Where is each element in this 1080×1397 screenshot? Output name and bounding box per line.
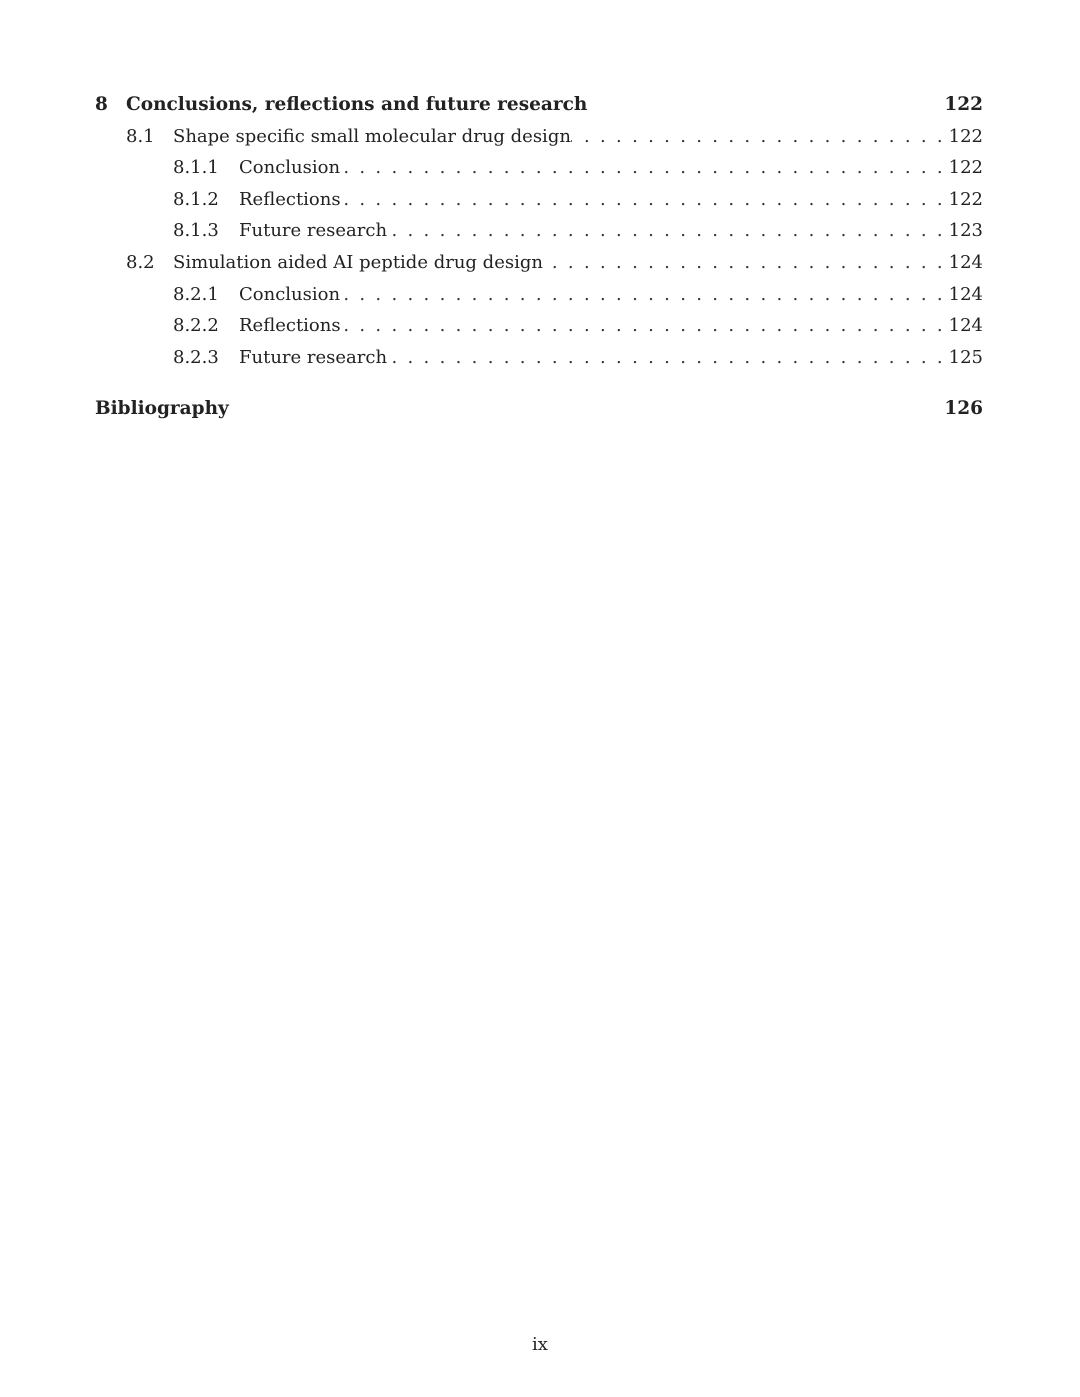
dot-leader: [340, 157, 949, 178]
toc-subsection-8-1-2[interactable]: [95, 189, 983, 221]
subsection-page-number: 123: [948, 220, 983, 242]
page-number-footer: ix: [532, 1334, 548, 1355]
section-gap: [95, 378, 983, 398]
toc-bibliography[interactable]: [95, 398, 983, 430]
table-of-contents: [95, 94, 983, 430]
bibliography-title: Bibliography: [95, 398, 229, 420]
section-title: Simulation aided AI peptide drug design: [173, 251, 543, 273]
subsection-title: Future research: [239, 220, 388, 242]
dot-leader: [543, 252, 949, 273]
dot-leader: [340, 284, 949, 305]
dot-leader: [341, 189, 949, 210]
chapter-number: 8: [95, 94, 108, 115]
chapter-page-number: 122: [944, 94, 983, 115]
chapter-title: Conclusions, reflections and future research: [126, 94, 588, 115]
subsection-title: Conclusion: [239, 283, 341, 305]
subsection-page-number: 122: [948, 188, 983, 210]
subsection-title: Future research: [239, 346, 388, 368]
subsection-title: Reflections: [239, 315, 341, 337]
dot-leader: [341, 315, 949, 336]
subsection-number: 8.1.3: [173, 220, 219, 242]
section-page-number: 124: [948, 251, 983, 273]
toc-subsection-8-2-3[interactable]: [95, 347, 983, 379]
dot-leader: [387, 347, 949, 368]
subsection-number: 8.2.1: [173, 283, 219, 305]
subsection-title: Conclusion: [239, 157, 341, 179]
subsection-title: Reflections: [239, 188, 341, 210]
toc-section-8-2[interactable]: [95, 252, 983, 284]
toc-section-8-1[interactable]: [95, 126, 983, 158]
section-number: 8.2: [126, 251, 155, 273]
subsection-number: 8.1.1: [173, 157, 219, 179]
toc-subsection-8-1-1[interactable]: [95, 157, 983, 189]
subsection-number: 8.2.2: [173, 315, 219, 337]
dot-leader: [571, 126, 949, 147]
subsection-page-number: 124: [948, 283, 983, 305]
subsection-page-number: 124: [948, 315, 983, 337]
toc-subsection-8-2-1[interactable]: [95, 284, 983, 316]
toc-subsection-8-2-2[interactable]: [95, 315, 983, 347]
subsection-number: 8.1.2: [173, 188, 219, 210]
bibliography-page-number: 126: [944, 398, 983, 420]
toc-subsection-8-1-3[interactable]: [95, 220, 983, 252]
subsection-page-number: 125: [948, 346, 983, 368]
section-page-number: 122: [948, 125, 983, 147]
section-number: 8.1: [126, 125, 155, 147]
subsection-number: 8.2.3: [173, 346, 219, 368]
toc-chapter-8[interactable]: [95, 94, 983, 126]
section-title: Shape specific small molecular drug design: [173, 125, 571, 147]
dot-leader: [387, 220, 949, 241]
subsection-page-number: 122: [948, 157, 983, 179]
